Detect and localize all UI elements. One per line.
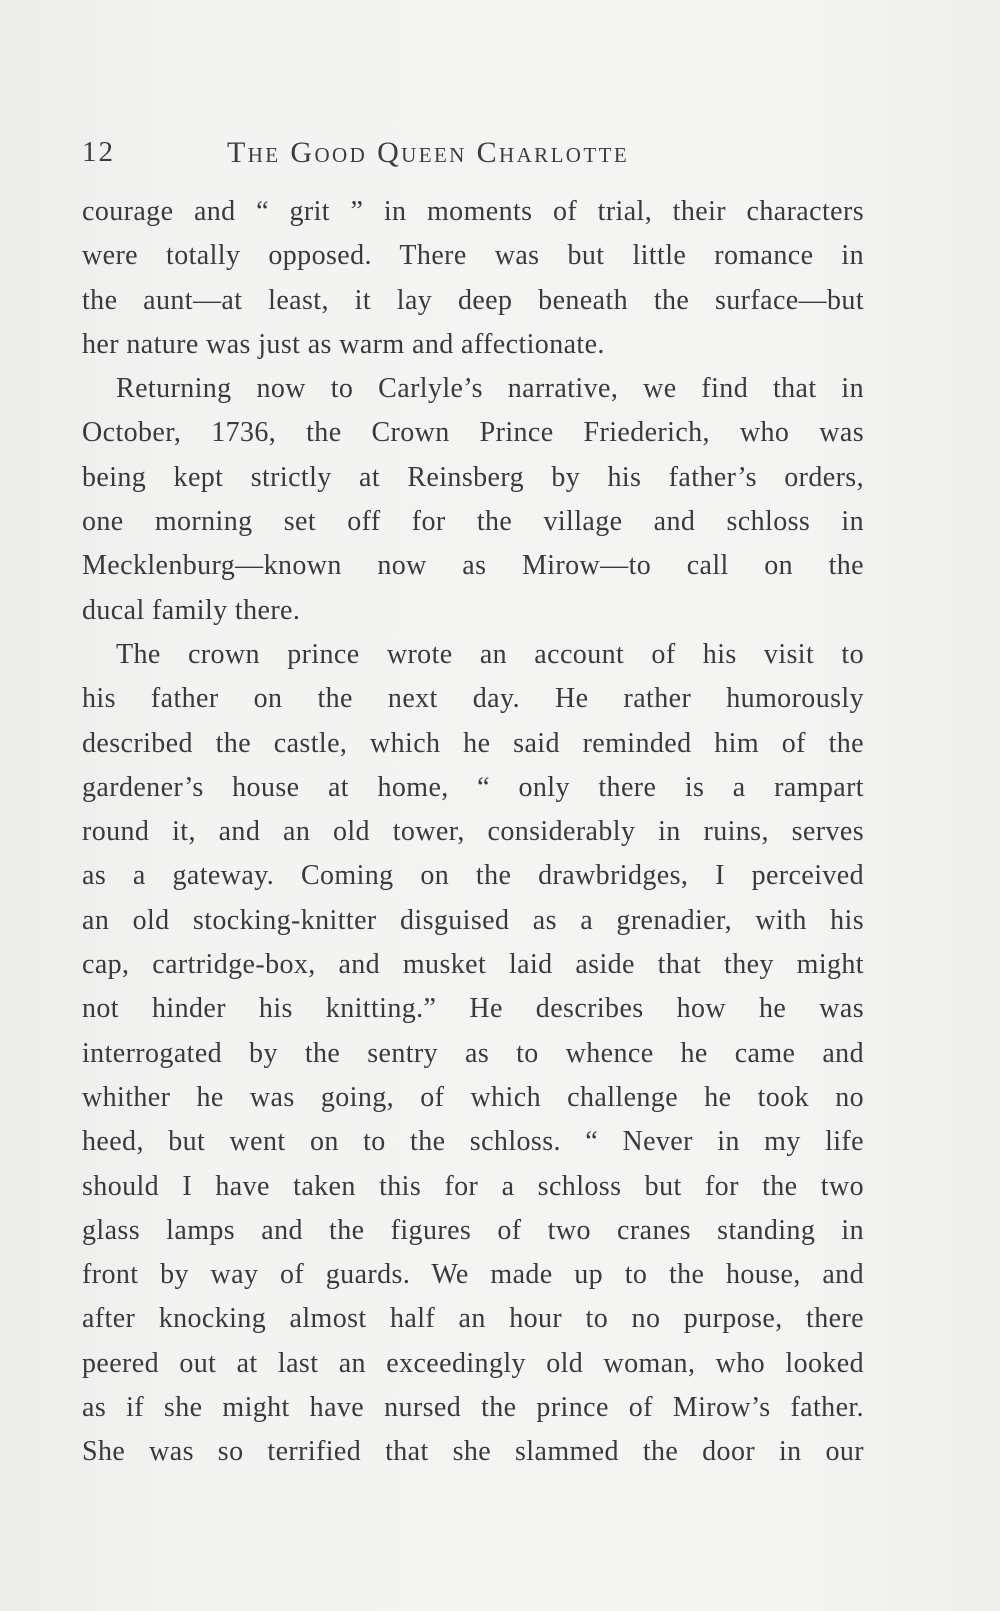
book-title: The Good Queen Charlotte: [227, 136, 630, 169]
text-line: Returning now to Carlyle’s narrative, we find that in: [116, 373, 864, 405]
running-head: [82, 136, 862, 176]
text-line: glass lamps and the figures of two cranes standing in: [82, 1214, 864, 1246]
text-line: The crown prince wrote an account of his visit to: [116, 638, 864, 670]
text-line: were totally opposed. There was but little romance in: [82, 240, 864, 272]
text-line: as if she might have nursed the prince of Mirow’s father.: [82, 1392, 864, 1424]
text-line: interrogated by the sentry as to whence he came and: [82, 1037, 864, 1069]
text-line: being kept strictly at Reinsberg by his father’s orders,: [82, 461, 864, 493]
text-line: cap, cartridge-box, and musket laid aside that they might: [82, 949, 864, 981]
text-line: courage and “ grit ” in moments of trial, their characters: [82, 196, 864, 227]
text-line: her nature was just as warm and affectionate.: [82, 328, 605, 360]
text-line: Mecklenburg—known now as Mirow—to call on the: [82, 550, 864, 582]
page-number: 12: [82, 136, 115, 168]
text-line: She was so terrified that she slammed the door in our: [82, 1436, 864, 1468]
text-line: described the castle, which he said reminded him of the: [82, 727, 864, 759]
paragraph-1: [82, 190, 864, 367]
text-line: the aunt—at least, it lay deep beneath the surface—but: [82, 284, 864, 316]
text-line: gardener’s house at home, “ only there is a rampart: [82, 771, 864, 803]
text-line: should I have taken this for a schloss but for the two: [82, 1170, 864, 1202]
text-line: peered out at last an exceedingly old woman, who looked: [82, 1347, 864, 1379]
text-line: whither he was going, of which challenge he took no: [82, 1081, 864, 1113]
text-line: heed, but went on to the schloss. “ Never in my life: [82, 1126, 864, 1158]
text-line: after knocking almost half an hour to no purpose, there: [82, 1303, 864, 1335]
paragraph-2: [82, 367, 864, 633]
text-line: not hinder his knitting.” He describes how he was: [82, 993, 864, 1025]
text-line: his father on the next day. He rather humorously: [82, 683, 864, 715]
text-line: ducal family there.: [82, 594, 301, 626]
paragraph-3: [82, 633, 864, 1475]
text-line: as a gateway. Coming on the drawbridges, I perceived: [82, 860, 864, 892]
text-line: round it, and an old tower, considerably in ruins, serves: [82, 816, 864, 848]
text-line: one morning set off for the village and schloss in: [82, 506, 864, 538]
text-line: front by way of guards. We made up to the house, and: [82, 1259, 864, 1291]
text-line: October, 1736, the Crown Prince Friederich, who was: [82, 417, 864, 449]
body-text: [82, 190, 864, 1475]
text-line: an old stocking-knitter disguised as a grenadier, with his: [82, 904, 864, 936]
